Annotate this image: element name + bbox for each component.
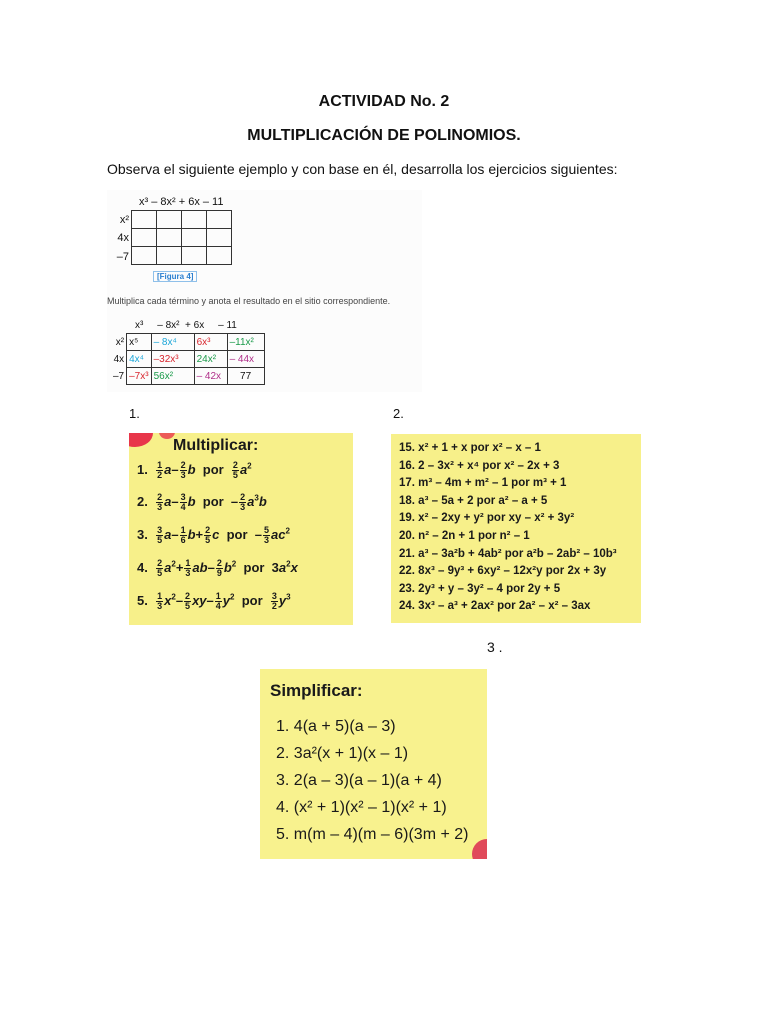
exercise-item: 17. m³ – 4m + m² – 1 por m³ + 1 bbox=[399, 477, 567, 490]
result-cell: x⁵ bbox=[127, 334, 151, 351]
row-label: x² bbox=[115, 336, 125, 348]
row-label: 4x bbox=[113, 353, 125, 365]
result-header bbox=[135, 320, 237, 331]
exercise-item: 16. 2 – 3x² + x⁴ por x² – 2x + 3 bbox=[399, 459, 560, 472]
row-label: –7 bbox=[113, 370, 125, 382]
result-cell: –32x³ bbox=[151, 351, 194, 368]
result-grid bbox=[111, 333, 265, 385]
result-cell: 4x⁴ bbox=[127, 351, 151, 368]
row-label: 4x bbox=[117, 232, 129, 244]
exercise-item: 5. m(m – 4)(m – 6)(3m + 2) bbox=[276, 826, 469, 843]
decorative-blob bbox=[472, 839, 487, 859]
exercise-item: 22. 8x³ – 9y³ + 6xy² – 12x²y por 2x + 3y bbox=[399, 565, 607, 578]
empty-grid bbox=[131, 210, 232, 265]
example-instruction: Multiplica cada término y anota el resultado en el sitio correspondiente. bbox=[107, 296, 391, 306]
result-cell: – 8x⁴ bbox=[151, 334, 194, 351]
result-header-term: – 8x² bbox=[157, 320, 180, 331]
figure-label: [Figura 4] bbox=[153, 271, 197, 282]
example-figure bbox=[107, 190, 422, 392]
result-header-term: – 11 bbox=[218, 320, 237, 331]
card-heading: Simplificar: bbox=[270, 681, 363, 700]
exercise-item: 1. 4(a + 5)(a – 3) bbox=[276, 718, 396, 735]
result-cell: – 42x bbox=[194, 368, 227, 385]
exercise-number-2: 2. bbox=[393, 406, 404, 421]
exercise-item: 2. 3a²(x + 1)(x – 1) bbox=[276, 745, 409, 762]
exercise-number-3: 3 . bbox=[487, 639, 503, 655]
exercise-item: 1. $\frac{1}{2}$ a– $\frac{2}{3}$ b por $\frac{2}{5}$ $a^2$ bbox=[137, 460, 252, 480]
exercise-item: 23. 2y³ + y – 3y² – 4 por 2y + 5 bbox=[399, 582, 561, 595]
result-header-term: x³ bbox=[135, 320, 144, 331]
decorative-blob bbox=[129, 433, 153, 447]
exercise-item: 15. x² + 1 + x por x² – x – 1 bbox=[399, 442, 541, 454]
exercise-item: 2. $\frac{2}{3}$ a– $\frac{3}{4}$ b por – $\frac{2}{3}$ $a^3b$ bbox=[137, 492, 267, 512]
result-cell: 56x² bbox=[151, 368, 194, 385]
example-header-expr: x³ – 8x² + 6x – 11 bbox=[139, 196, 224, 208]
exercise-item: 24. 3x³ – a³ + 2ax² por 2a² – x² – 3ax bbox=[399, 600, 591, 613]
exercise-item: 20. n² – 2n + 1 por n² – 1 bbox=[399, 530, 530, 542]
exercise-item: 4. $\frac{2}{5}$ $a^2+$ $\frac{1}{3}$ ab– $\frac{2}{9}$ $b^2$ por $3a^2x$ bbox=[137, 558, 298, 578]
row-label: –7 bbox=[116, 251, 129, 263]
result-cell: 6x³ bbox=[194, 334, 227, 351]
exercise-item: 5. $\frac{1}{3}$ $x^2-$ $\frac{2}{5}$ xy– $\frac{1}{4}$ $y^2$ por $\frac{3}{2}$ $y^3$ bbox=[137, 591, 291, 611]
exercise-item: 21. a³ – 3a²b + 4ab² por a²b – 2ab² – 10b³ bbox=[399, 547, 617, 560]
card-multiplicar-list bbox=[391, 434, 641, 623]
row-label: x² bbox=[119, 214, 129, 226]
intro-text: Observa el siguiente ejemplo y con base en él, desarrolla los ejercicios siguientes: bbox=[107, 161, 618, 177]
page-title: ACTIVIDAD No. 2 bbox=[318, 93, 450, 110]
result-cell: –11x² bbox=[227, 334, 264, 351]
card-simplificar bbox=[260, 669, 487, 859]
exercise-item: 3. 2(a – 3)(a – 1)(a + 4) bbox=[276, 772, 442, 789]
result-cell: –7x³ bbox=[127, 368, 151, 385]
exercise-number-1: 1. bbox=[129, 406, 140, 421]
exercise-item: 4. (x² + 1)(x² – 1)(x² + 1) bbox=[276, 799, 447, 816]
exercise-item: 18. a³ – 5a + 2 por a² – a + 5 bbox=[399, 494, 548, 507]
exercise-item: 3. $\frac{3}{5}$ a– $\frac{1}{6}$ b+ $\frac{2}{5}$ c por – $\frac{5}{3}$ $ac^2$ bbox=[137, 525, 290, 545]
result-header-term: + 6x bbox=[185, 320, 205, 331]
page-subtitle: MULTIPLICACIÓN DE POLINOMIOS. bbox=[247, 127, 521, 144]
result-cell: 24x² bbox=[194, 351, 227, 368]
card-multiplicar bbox=[129, 433, 353, 625]
card-heading: Multiplicar: bbox=[173, 437, 259, 454]
exercise-item: 19. x² – 2xy + y² por xy – x² + 3y² bbox=[399, 512, 575, 525]
result-cell: – 44x bbox=[227, 351, 264, 368]
result-cell: 77 bbox=[227, 368, 264, 385]
